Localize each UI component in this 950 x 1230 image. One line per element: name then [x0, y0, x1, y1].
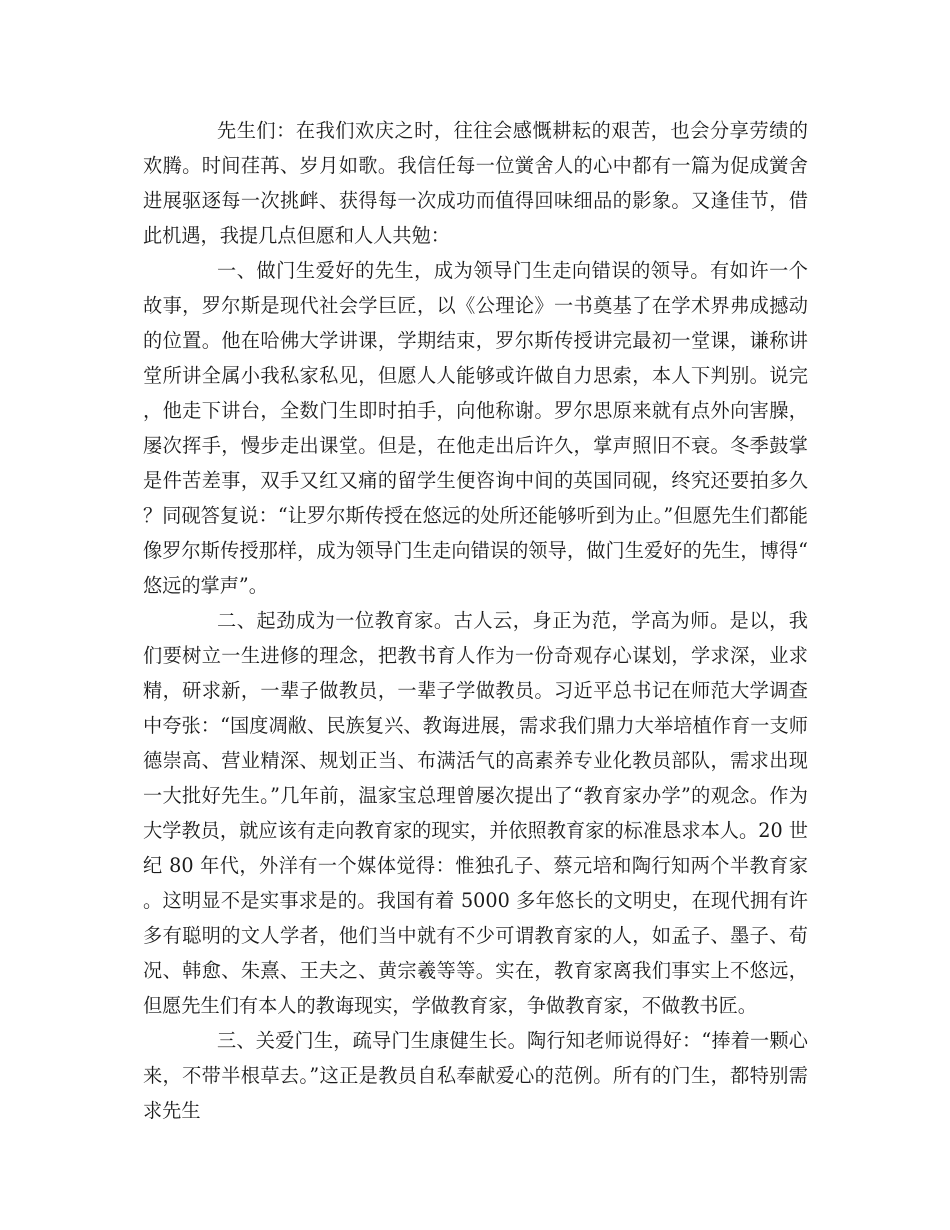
- paragraph-point-one: 一、做门生爱好的先生，成为领导门生走向错误的领导。有如许一个故事，罗尔斯是现代社会学巨匠，以《公理论》一书奠基了在学术界弗成撼动的位置。他在哈佛大学讲课，学期结束，罗尔斯传授讲完最初一堂课，谦称讲堂所讲全属小我私家私见，但愿人人能够或许做自力思索，本人下判别。说完，他走下讲台，全数门生即时拍手，向他称谢。罗尔思原来就有点外向害臊，屡次挥手，慢步走出课堂。但是，在他走出后许久，掌声照旧不衰。冬季鼓掌是件苦差事，双手又红又痛的留学生便咨询中间的英国同砚，终究还要拍多久？同砚答复说：“让罗尔斯传授在悠远的处所还能够听到为止。”但愿先生们都能像罗尔斯传授那样，成为领导门生走向错误的领导，做门生爱好的先生，博得“悠远的掌声”。: [143, 259, 808, 597]
- paragraph-point-three: 三、关爱门生，疏导门生康健生长。陶行知老师说得好：“捧着一颗心来，不带半根草去。”这正是教员自私奉献爱心的范例。所有的门生，都特别需求先生: [143, 1029, 808, 1122]
- document-body: [143, 113, 808, 1128]
- paragraph-point-two: 二、起劲成为一位教育家。古人云，身正为范，学高为师。是以，我们要树立一生进修的理念，把教书育人作为一份奇观存心谋划，学求深，业求精，研求新，一辈子做教员，一辈子学做教员。习近平总书记在师范大学调查中夸张：“国度凋敝、民族复兴、教诲进展，需求我们鼎力大举培植作育一支师德崇高、营业精深、规划正当、布满活气的高素养专业化教员部队，需求出现一大批好先生。”几年前，温家宝总理曾屡次提出了“教育家办学”的观念。作为大学教员，就应该有走向教育家的现实，并依照教育家的标准恳求本人。20 世纪 80 年代，外洋有一个媒体觉得：惟独孔子、蔡元培和陶行知两个半教育家。这明显不是实事求是的。我国有着 5000 多年悠长的文明史，在现代拥有许多有聪明的文人学者，他们当中就有不少可谓教育家的人，如孟子、墨子、荀况、韩愈、朱熹、王夫之、黄宗羲等等。实在，教育家离我们事实上不悠远，但愿先生们有本人的教诲现实，学做教育家，争做教育家，不做教书匠。: [143, 609, 808, 1017]
- paragraph-opening: 先生们：在我们欢庆之时，往往会感慨耕耘的艰苦，也会分享劳绩的欢腾。时间荏苒、岁月如歌。我信任每一位黉舍人的心中都有一篇为促成黉舍进展驱逐每一次挑衅、获得每一次成功而值得回味细品的影象。又逢佳节，借此机遇，我提几点但愿和人人共勉：: [143, 119, 808, 247]
